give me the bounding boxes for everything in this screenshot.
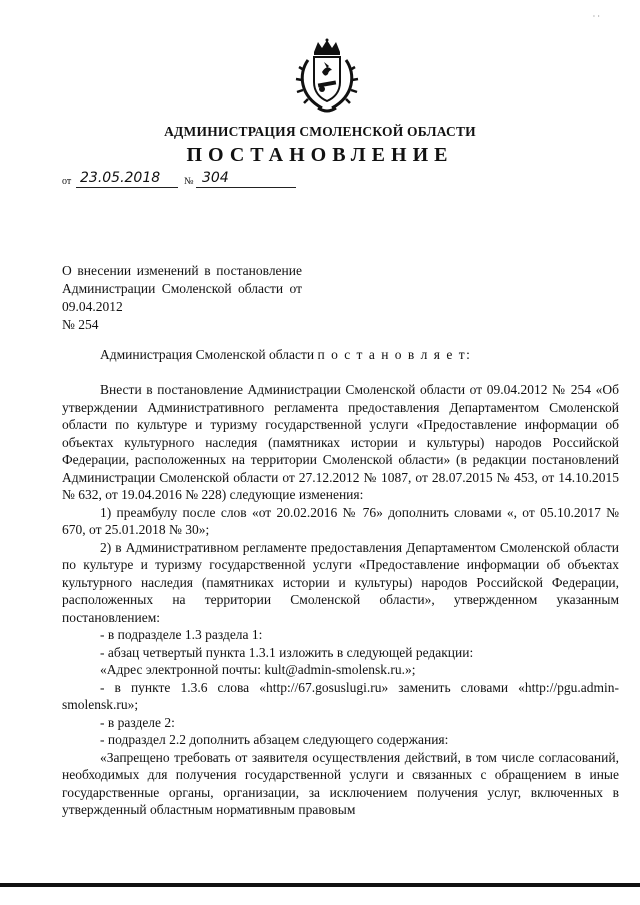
number-label: №: [184, 176, 194, 187]
paragraph-3: 2) в Административном регламенте предоставления Департаментом Смоленской области по культуре и туризму государственной услуги «Предоставление информации об объектах культурного наследия (памятниках истории и культуры) народов Российской Федерации, расположенных на территории Смоленской области», утвержденном указанным постановлением:: [62, 539, 619, 625]
paragraph-2: 1) преамбулу после слов «от 20.02.2016 № 76» дополнить словами «, от 05.10.2017 № 670, от 25.01.2018 № 30»;: [62, 504, 619, 537]
date-number-line: [62, 170, 229, 187]
scan-specks: · ·: [592, 12, 600, 21]
coat-of-arms-icon: [292, 38, 362, 116]
paragraph-9: - подраздел 2.2 дополнить абзацем следующего содержания:: [100, 732, 449, 747]
preamble: [100, 347, 471, 363]
paragraph-1: Внести в постановление Администрации Смоленской области от 09.04.2012 № 254 «Об утверждении Административного регламента предоставления Департаментом Смоленской области по культуре и туризму государственной услуги «Предоставление информации об объектах культурного наследия (памятниках истории и культуры) народов Российской Федерации, расположенных на территории Смоленской области» (в редакции постановлений Администрации Смоленской области от 27.12.2012 № 1087, от 28.07.2015 № 453, от 14.10.2015 № 632, от 19.04.2016 № 228) следующие изменения:: [62, 382, 619, 502]
subject-number: № 254: [62, 317, 99, 332]
paragraph-4: - в подразделе 1.3 раздела 1:: [100, 627, 263, 642]
date-label: от: [62, 176, 72, 187]
subject-text: О внесении изменений в постановление Администрации Смоленской области от 09.04.2012: [62, 263, 302, 314]
document-type: ПОСТАНОВЛЕНИЕ: [186, 144, 454, 166]
scan-bottom-edge: [0, 883, 640, 887]
preamble-text: Администрация Смоленской области: [100, 347, 315, 362]
date-underline: [76, 187, 178, 188]
document-body: [62, 381, 619, 819]
organization-name: АДМИНИСТРАЦИЯ СМОЛЕНСКОЙ ОБЛАСТИ: [164, 124, 476, 139]
paragraph-8: - в разделе 2:: [100, 714, 175, 730]
paragraph-6: «Адрес электронной почты: kult@admin-smolensk.ru.»;: [100, 662, 416, 677]
number-value: 304: [202, 170, 229, 186]
date-value: 23.05.2018: [80, 170, 161, 186]
paragraph-5: - абзац четвертый пункта 1.3.1 изложить в следующей редакции:: [100, 644, 474, 660]
paragraph-7: - в пункте 1.3.6 слова «http://67.gosuslugi.ru» заменить словами «http://pgu.admin-smolensk.ru»;: [62, 679, 619, 712]
preamble-action: п о с т а н о в л я е т:: [317, 347, 472, 362]
paragraph-10: «Запрещено требовать от заявителя осуществления действий, в том числе согласований, необходимых для получения государственной услуги и связанных с обращением в иные государственные органы, организации, за исключением получения услуг, включенных в утвержденный областным нормативным правовым: [62, 749, 619, 817]
number-underline: [196, 187, 296, 188]
subject-block: [62, 262, 302, 334]
